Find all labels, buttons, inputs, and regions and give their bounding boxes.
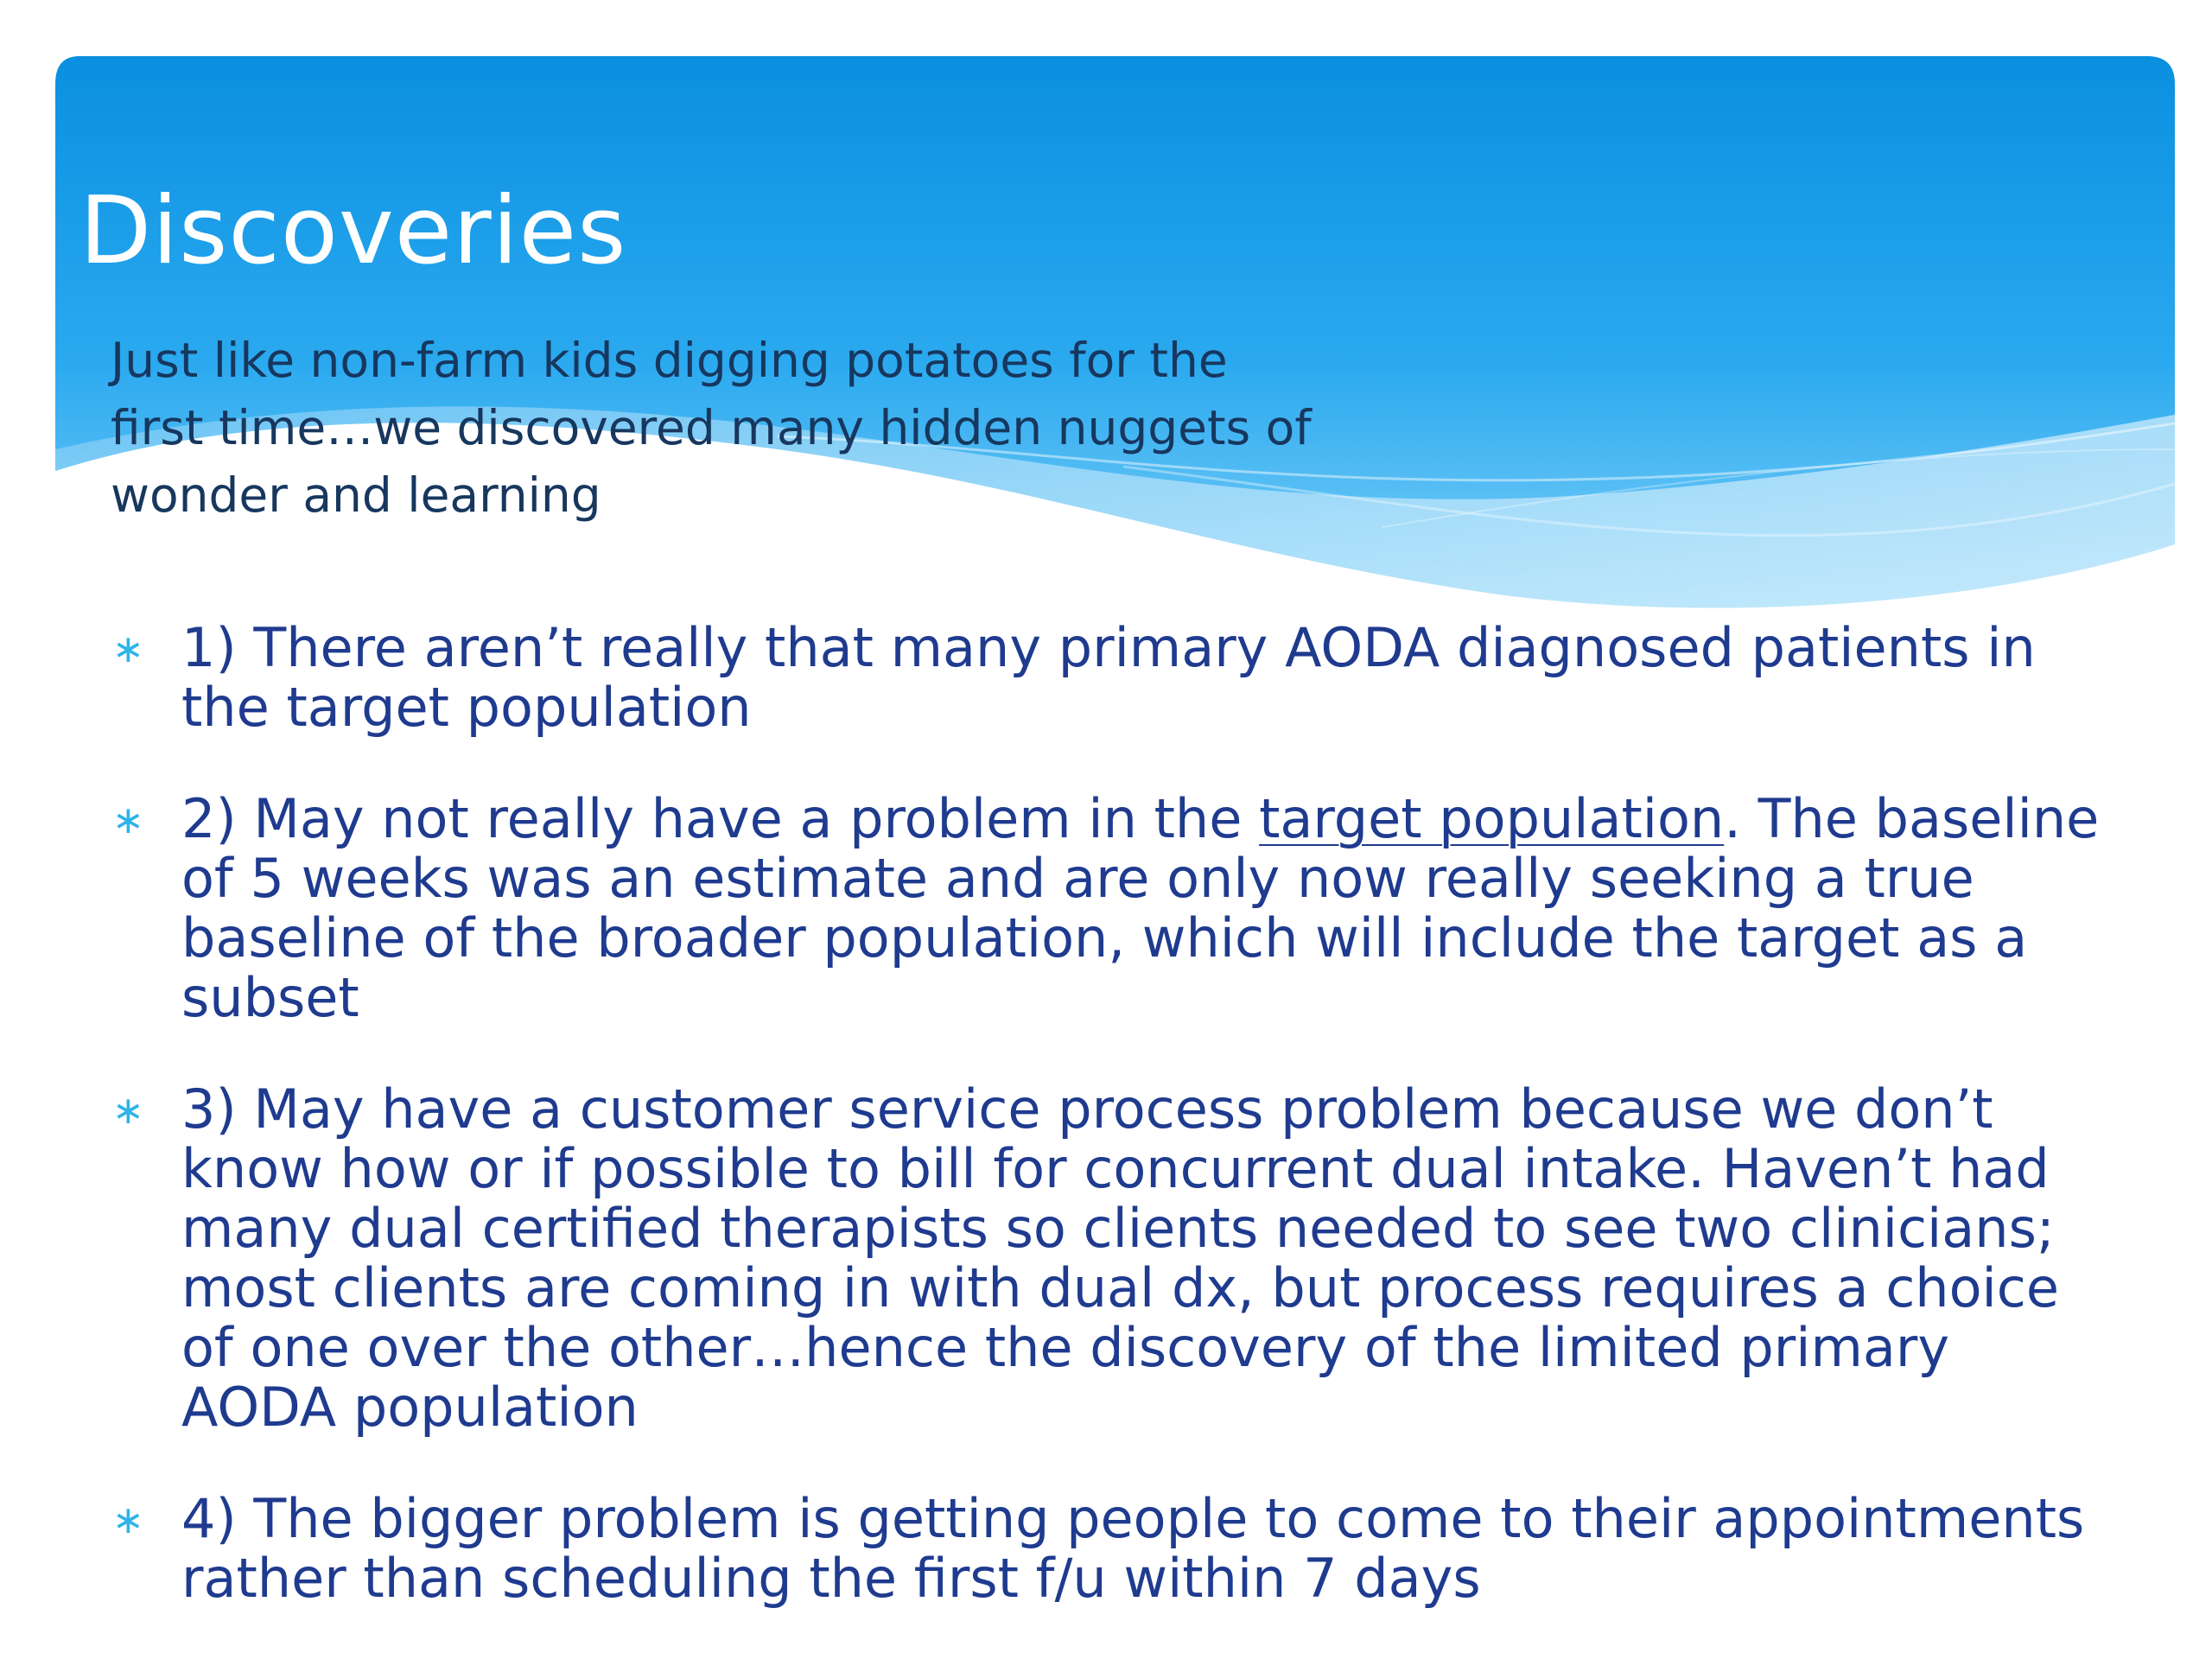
bullet-item-4	[112, 1489, 2100, 1608]
bullet-text: 4) The bigger problem is getting people to come to their appointments rather than scheduling the first f/u within 7 days	[181, 1487, 2085, 1610]
bullet-asterisk-icon: ∗	[112, 1089, 144, 1133]
bullet-text: 1) There aren’t really that many primary AODA diagnosed patients in the target population	[181, 616, 2036, 739]
bullet-item-3	[112, 1079, 2100, 1437]
bullet-list	[112, 618, 2100, 1608]
bullet-item-1	[112, 618, 2100, 737]
bullet-text: 3) May have a customer service process problem because we don’t know how or if possible to bill for concurrent dual intake. Haven’t had many dual certified therapists so clients needed to see two clinicians; most clients are coming in with dual dx, but process requires a choice of one over the other…hence the discovery of the limited primary AODA population	[181, 1077, 2059, 1439]
bullet-asterisk-icon: ∗	[112, 1498, 144, 1542]
bullet-text-after: . The baseline of 5 weeks was an estimate and are only now really seeking a true baseline of the broader population, which will include the target as a subset	[181, 787, 2100, 1029]
underlined-term: target population	[1259, 787, 1725, 850]
bullet-item-2	[112, 789, 2100, 1027]
bullet-asterisk-icon: ∗	[112, 627, 144, 671]
bullet-asterisk-icon: ∗	[112, 798, 144, 842]
slide-subtitle: Just like non-farm kids digging potatoes for the first time…we discovered many hidden nuggets of wonder and learning	[111, 333, 1312, 523]
bullet-text-before: 2) May not really have a problem in the	[181, 787, 1260, 850]
slide-title: Discoveries	[79, 177, 627, 285]
